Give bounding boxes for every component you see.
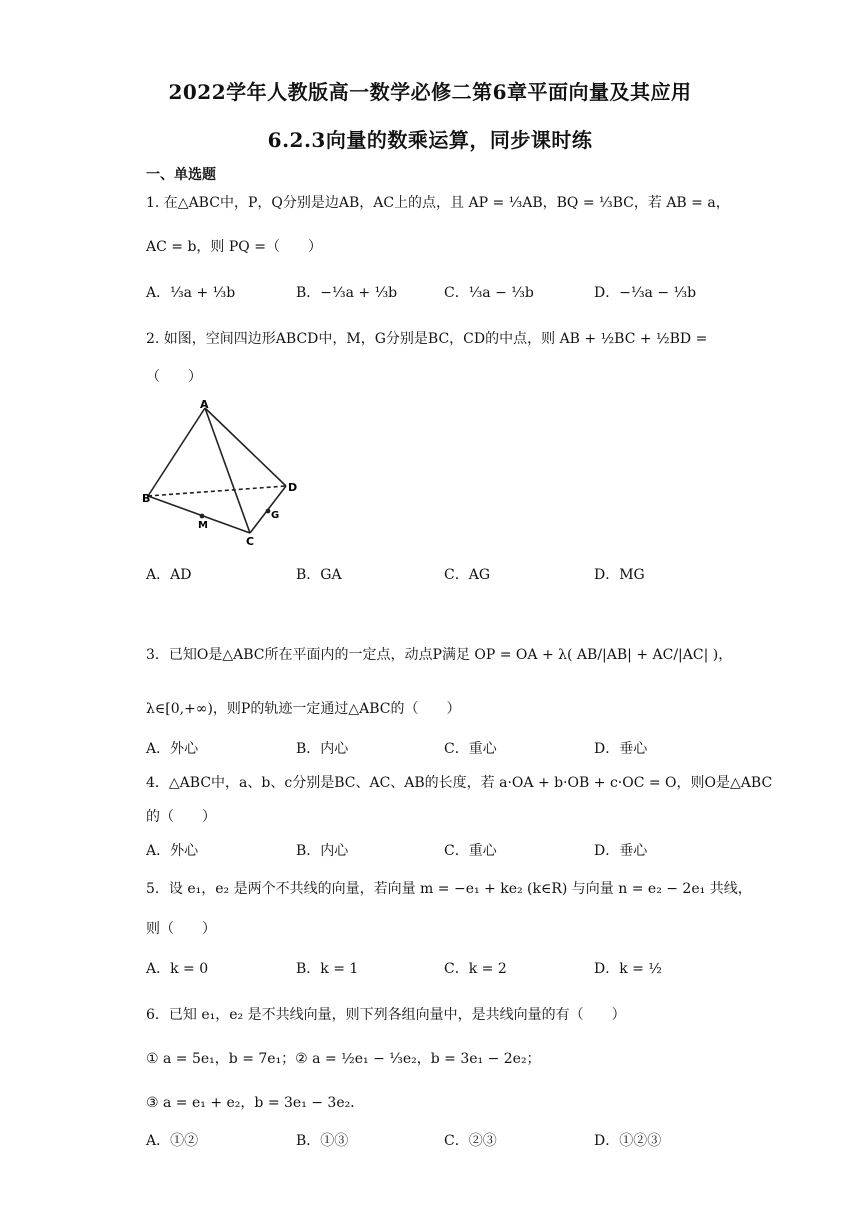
- label-m: M: [198, 520, 208, 531]
- question-5-option-b: B．k = 1: [296, 961, 359, 977]
- question-3-option-d: D．垂心: [594, 741, 648, 757]
- question-6-option-c: C．②③: [444, 1133, 497, 1149]
- point-g: [266, 509, 271, 514]
- edge-bd-hidden: [148, 486, 286, 496]
- edge-ad: [205, 408, 286, 486]
- question-1-option-a: A．⅓a + ⅓b: [146, 285, 236, 301]
- question-3-option-a: A．外心: [146, 741, 199, 757]
- question-1-line-1: 1. 在△ABC中，P，Q分别是边AB，AC上的点，且 AP = ⅓AB，BQ = ⅓BC，若 AB = a，: [146, 195, 730, 211]
- label-d: D: [288, 481, 298, 494]
- question-1-option-c: C．⅓a − ⅓b: [444, 285, 534, 301]
- question-6-line-3: ③ a = e₁ + e₂，b = 3e₁ − 3e₂．: [146, 1095, 365, 1111]
- question-4-line-2: 的（ ）: [146, 809, 216, 825]
- question-1-option-b: B．−⅓a + ⅓b: [296, 285, 398, 301]
- question-1-option-d: D．−⅓a − ⅓b: [594, 285, 697, 301]
- question-2-line-1: 2. 如图，空间四边形ABCD中，M，G分别是BC，CD的中点，则 AB + ½BC + ½BD =: [146, 331, 708, 347]
- question-5-option-a: A．k = 0: [146, 961, 209, 977]
- question-6-line-2: ① a = 5e₁，b = 7e₁；② a = ½e₁ − ⅓e₂，b = 3e₁ − 2e₂；: [146, 1051, 541, 1067]
- question-5-option-d: D．k = ½: [594, 961, 662, 977]
- question-4-option-c: C．重心: [444, 843, 497, 859]
- section-heading: 一、单选题: [146, 167, 216, 183]
- label-g: G: [271, 510, 280, 521]
- question-4-line-1: 4．△ABC中，a、b、c分别是BC、AC、AB的长度，若 a·OA + b·OB + c·OC = O，则O是△ABC: [146, 775, 773, 791]
- question-2-option-d: D．MG: [594, 567, 645, 583]
- question-3-line-1: 3．已知O是△ABC所在平面内的一定点，动点P满足 OP = OA + λ( AB/|AB| + AC/|AC| )，: [146, 647, 733, 663]
- question-5-option-c: C．k = 2: [444, 961, 507, 977]
- label-b: B: [142, 492, 151, 505]
- edge-ac: [205, 408, 250, 533]
- question-5-line-1: 5．设 e₁，e₂ 是两个不共线的向量，若向量 m = −e₁ + ke₂ (k∈R) 与向量 n = e₂ − 2e₁ 共线，: [146, 881, 752, 897]
- tetrahedron-figure: [140, 398, 310, 548]
- question-4-option-b: B．内心: [296, 843, 349, 859]
- question-6-option-d: D．①②③: [594, 1133, 662, 1149]
- page-title: 2022学年人教版高一数学必修二第6章平面向量及其应用: [168, 80, 692, 104]
- question-4-option-a: A．外心: [146, 843, 199, 859]
- question-4-option-d: D．垂心: [594, 843, 648, 859]
- question-2-line-2: （ ）: [146, 369, 202, 385]
- question-3-option-b: B．内心: [296, 741, 349, 757]
- question-3-option-c: C．重心: [444, 741, 497, 757]
- question-3-line-2: λ∈[0,+∞)，则P的轨迹一定通过△ABC的（ ）: [146, 701, 461, 717]
- label-c: C: [246, 535, 255, 548]
- question-6-option-a: A．①②: [146, 1133, 199, 1149]
- question-1-line-2: AC = b，则 PQ =（ ）: [146, 239, 322, 255]
- edge-ab: [148, 408, 205, 496]
- page-subtitle: 6.2.3向量的数乘运算，同步课时练: [267, 128, 593, 152]
- question-2-option-b: B．GA: [296, 567, 342, 583]
- question-5-line-2: 则（ ）: [146, 921, 216, 937]
- question-2-option-c: C．AG: [444, 567, 491, 583]
- question-6-option-b: B．①③: [296, 1133, 349, 1149]
- label-a: A: [200, 398, 209, 411]
- question-6-line-1: 6．已知 e₁，e₂ 是不共线向量，则下列各组向量中，是共线向量的有（ ）: [146, 1007, 626, 1023]
- point-m: [200, 514, 205, 519]
- question-2-option-a: A．AD: [146, 567, 192, 583]
